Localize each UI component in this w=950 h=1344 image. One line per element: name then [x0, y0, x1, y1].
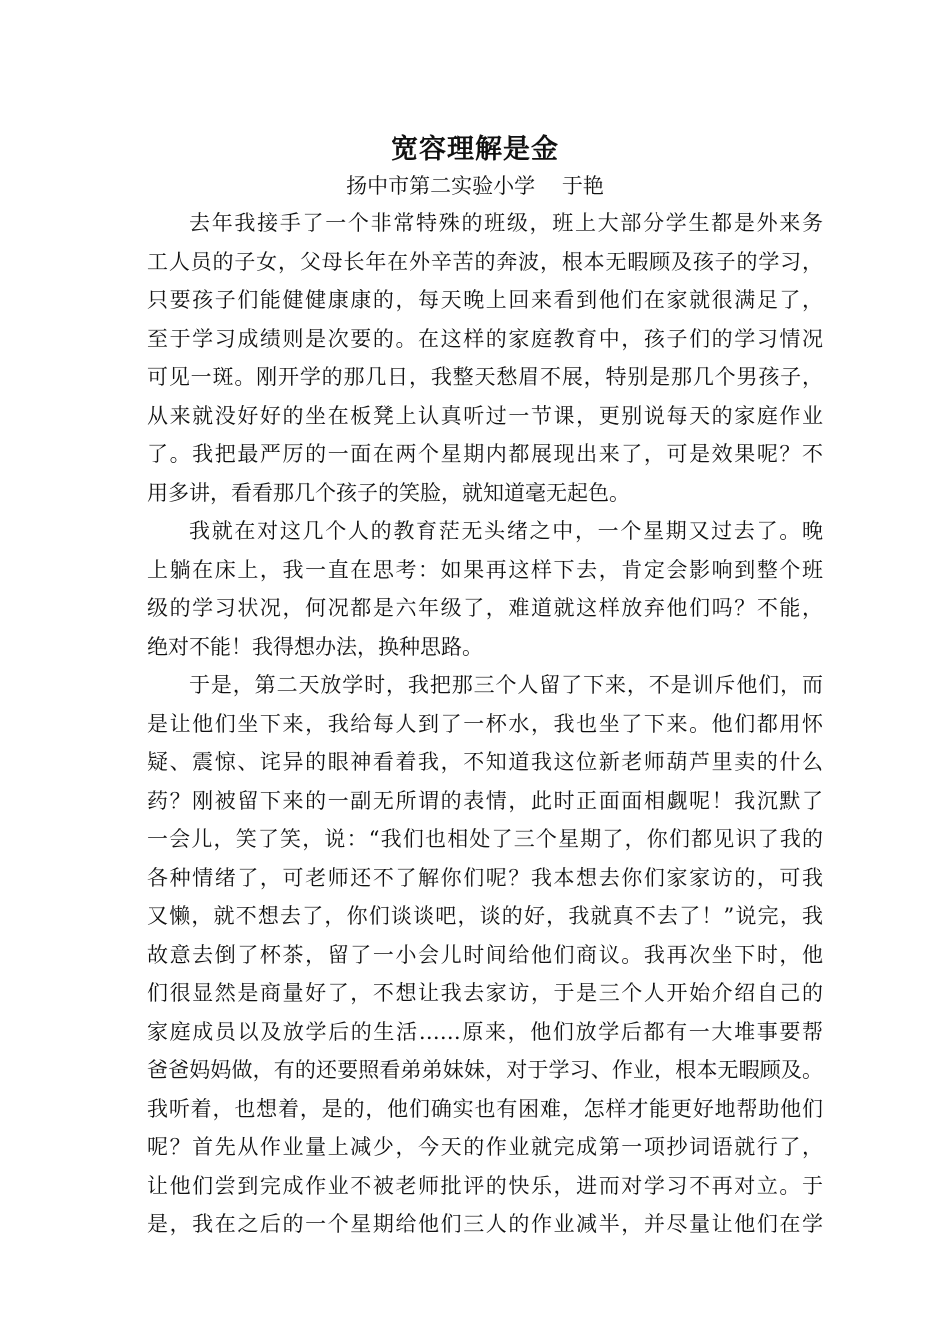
- text-line: 上躺在床上，我一直在思考：如果再这样下去，肯定会影响到整个班: [147, 557, 823, 582]
- text-line: 级的学习状况，何况都是六年级了，难道就这样放弃他们吗？不能，: [147, 596, 823, 620]
- text-line: 药？刚被留下来的一副无所谓的表情，此时正面面相觑呢！我沉默了: [147, 788, 823, 813]
- document-title: 宽容理解是金: [391, 134, 559, 165]
- text-line: 们很显然是商量好了，不想让我去家访，于是三个人开始介绍自己的: [147, 981, 823, 1005]
- text-line: 是，我在之后的一个星期给他们三人的作业减半，并尽量让他们在学: [147, 1212, 823, 1236]
- text-line: 是让他们坐下来，我给每人到了一杯水，我也坐了下来。他们都用怀: [147, 711, 823, 736]
- text-line: 我就在对这几个人的教育茫无头绪之中，一个星期又过去了。晚: [189, 519, 823, 543]
- text-line: 我听着，也想着，是的，他们确实也有困难，怎样才能更好地帮助他们: [147, 1096, 823, 1121]
- text-line: 从来就没好好的坐在板凳上认真听过一节课，更别说每天的家庭作业: [147, 403, 823, 428]
- text-line: 爸爸妈妈做，有的还要照看弟弟妹妹，对于学习、作业，根本无暇顾及。: [147, 1058, 823, 1082]
- text-line: 于是，第二天放学时，我把那三个人留了下来，不是训斥他们，而: [189, 673, 823, 697]
- text-line: 用多讲，看看那几个孩子的笑脸，就知道毫无起色。: [147, 480, 630, 505]
- text-line: 可见一斑。刚开学的那几日，我整天愁眉不展，特别是那几个男孩子，: [147, 365, 823, 389]
- text-line: 去年我接手了一个非常特殊的班级，班上大部分学生都是外来务: [189, 211, 823, 235]
- author-byline: 扬中市第二实验小学 于艳: [346, 174, 604, 198]
- text-line: 故意去倒了杯茶，留了一小会儿时间给他们商议。我再次坐下时，他: [147, 942, 823, 967]
- document-body: [147, 204, 823, 1244]
- text-line: 只要孩子们能健健康康的，每天晚上回来看到他们在家就很满足了，: [147, 288, 823, 312]
- text-line: 至于学习成绩则是次要的。在这样的家庭教育中，孩子们的学习情况: [147, 326, 823, 351]
- text-line: 又懒，就不想去了，你们谈谈吧，谈的好，我就真不去了！”说完，我: [147, 904, 823, 928]
- text-line: 了。我把最严厉的一面在两个星期内都展现出来了，可是效果呢？不: [147, 442, 823, 466]
- text-line: 家庭成员以及放学后的生活……原来，他们放学后都有一大堆事要帮: [147, 1019, 823, 1044]
- text-line: 疑、震惊、诧异的眼神看着我，不知道我这位新老师葫芦里卖的什么: [147, 750, 823, 774]
- text-line: 绝对不能！我得想办法，换种思路。: [147, 634, 483, 659]
- text-line: 呢？首先从作业量上减少，今天的作业就完成第一项抄词语就行了，: [147, 1135, 823, 1159]
- text-line: 工人员的子女，父母长年在外辛苦的奔波，根本无暇顾及孩子的学习，: [147, 249, 823, 274]
- text-line: 一会儿，笑了笑，说：“我们也相处了三个星期了，你们都见识了我的: [147, 827, 823, 851]
- text-line: 让他们尝到完成作业不被老师批评的快乐，进而对学习不再对立。于: [147, 1173, 823, 1198]
- text-line: 各种情绪了，可老师还不了解你们呢？我本想去你们家家访的，可我: [147, 865, 823, 890]
